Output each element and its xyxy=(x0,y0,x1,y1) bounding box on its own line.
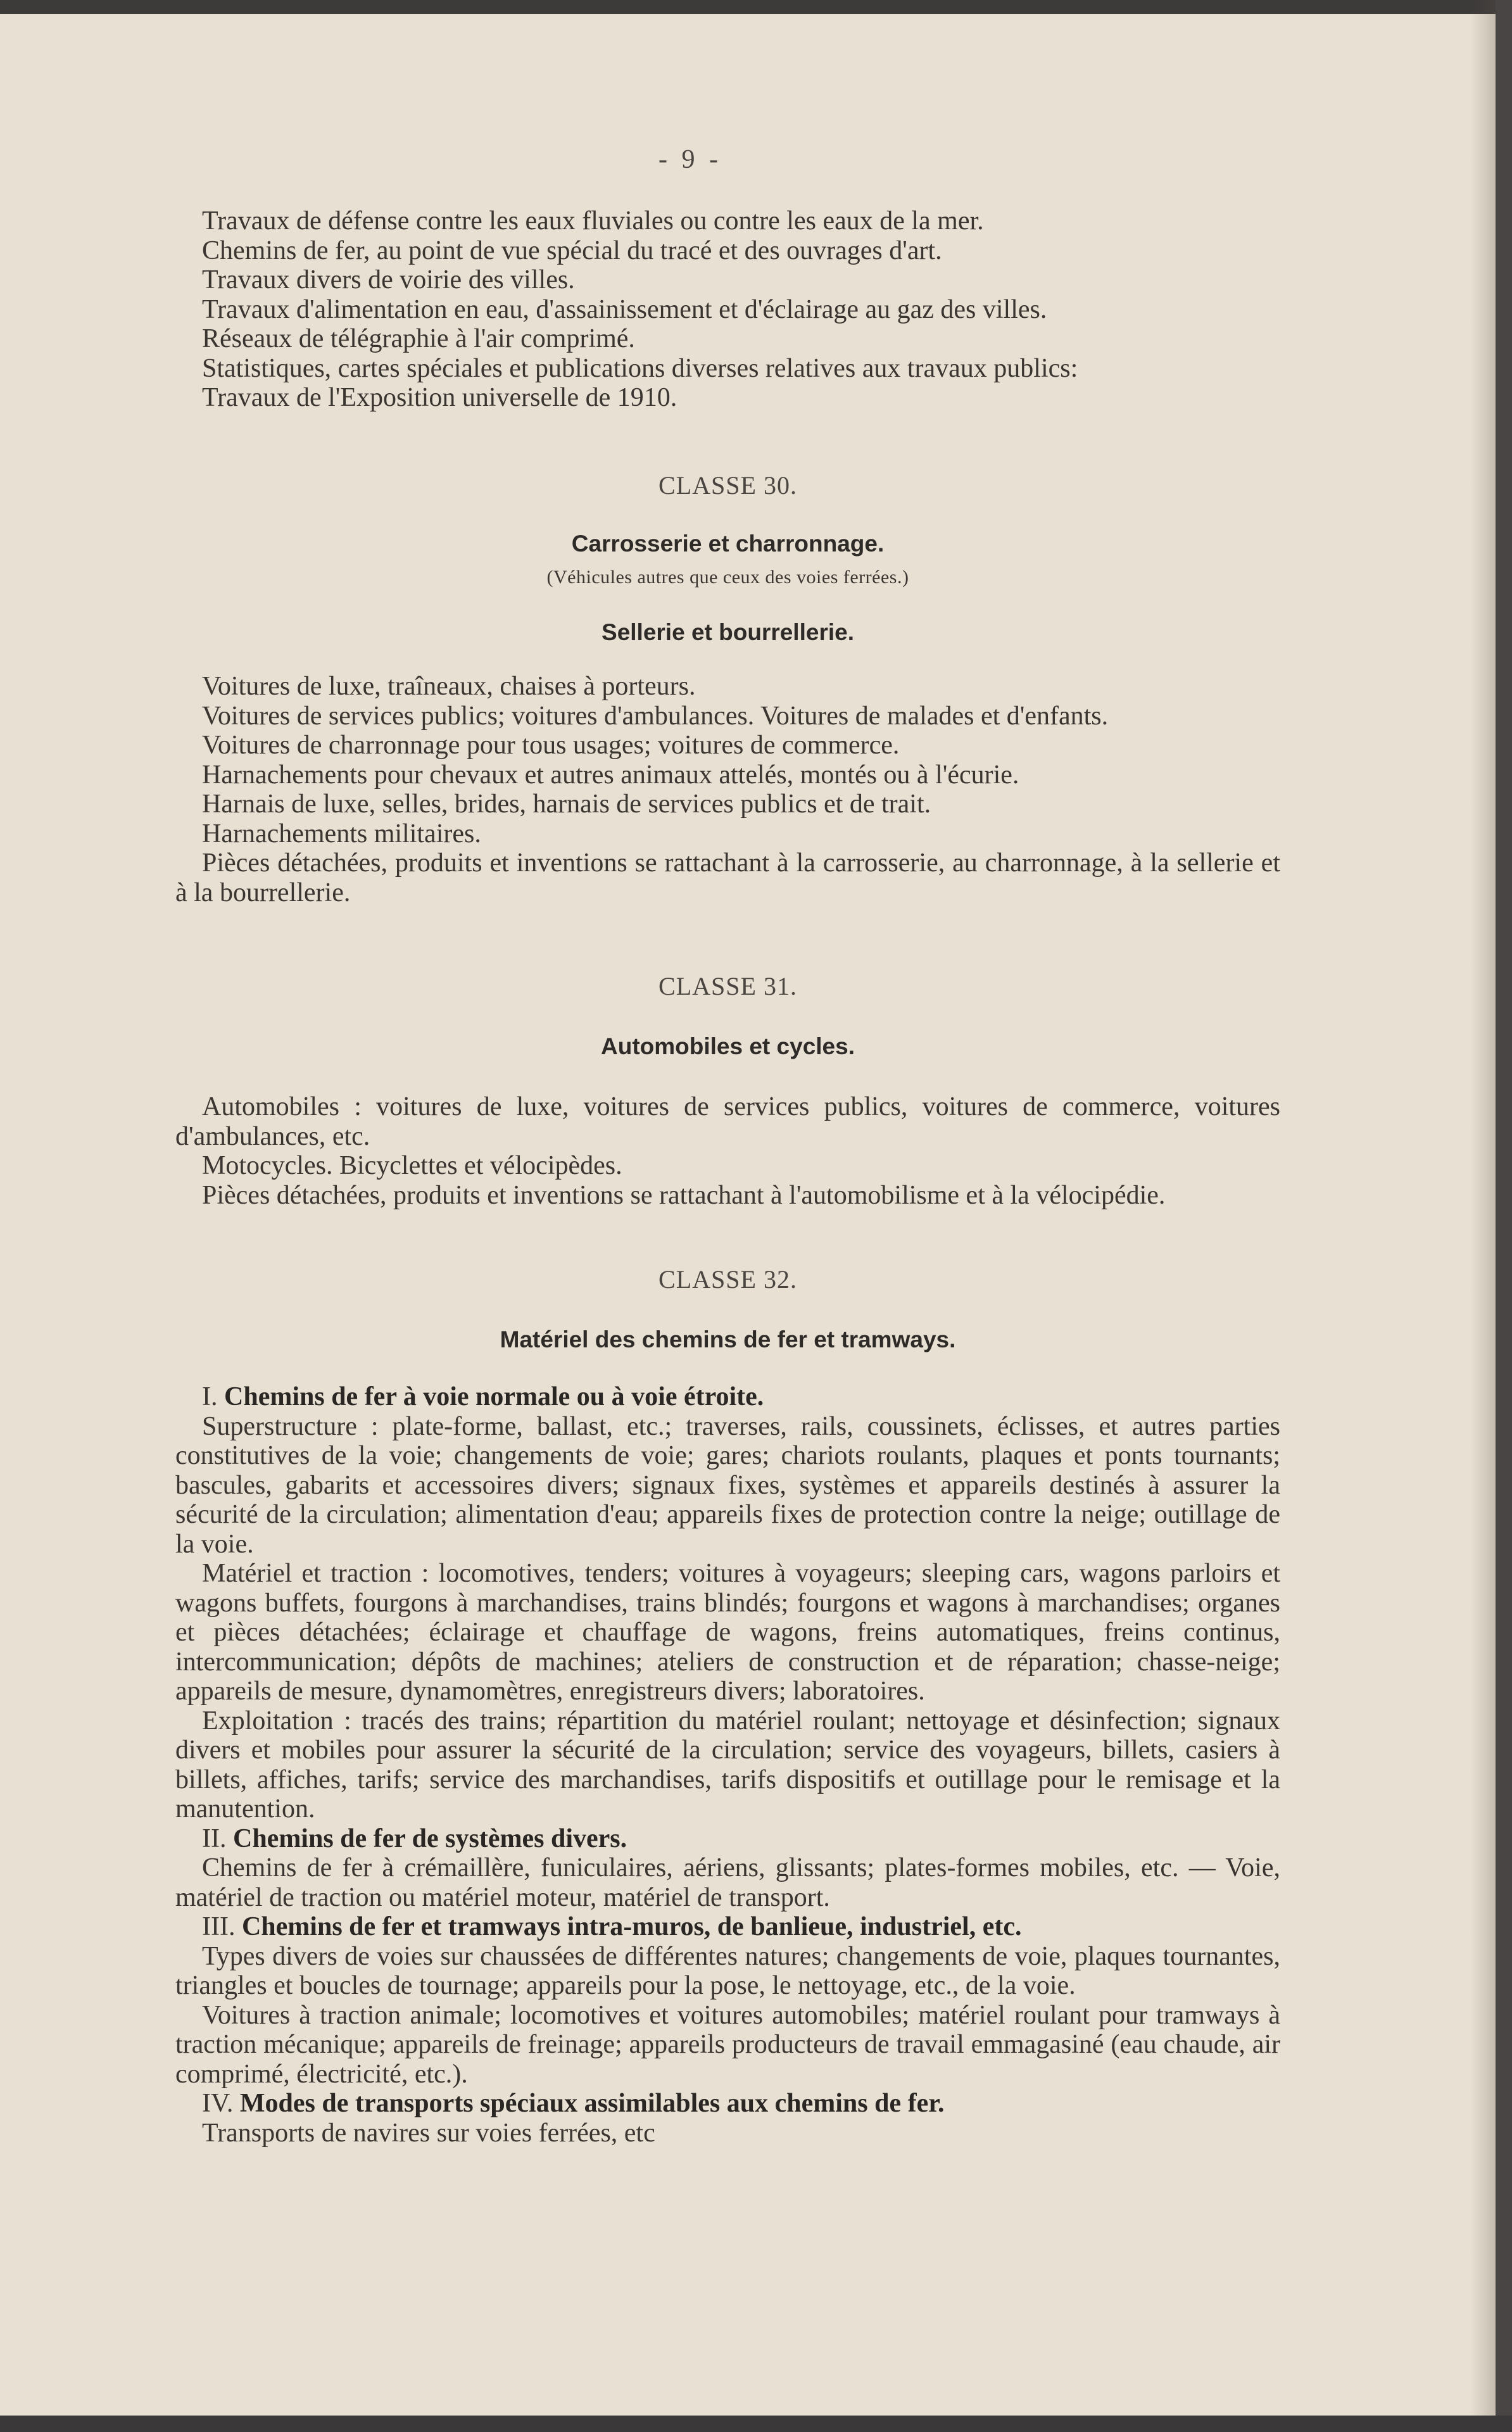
classe-30-title: Carrosserie et charronnage. xyxy=(571,531,885,557)
list-item: Chemins de fer à crémaillère, funiculaires, aériens, glissants; plates-formes mobiles, etc. — Voie, matériel de traction ou matériel moteur, matériel de transport. xyxy=(175,1853,1280,1912)
classe-32-list xyxy=(175,1382,1280,2148)
list-item: Voitures à traction animale; locomotives et voitures automobiles; matériel roulant pour tramways à traction mécanique; appareils de freinage; appareils producteurs de travail emmagasiné (eau chaude, air comprimé, électricité, etc.). xyxy=(175,2000,1280,2089)
list-item: Voitures de charronnage pour tous usages; voitures de commerce. xyxy=(202,731,900,760)
section-number: I. xyxy=(202,1382,218,1411)
intro-item: Travaux divers de voirie des villes. xyxy=(202,265,575,294)
list-item: Superstructure : plate-forme, ballast, etc.; traverses, rails, coussinets, éclisses, et autres parties constitutives de la voie; changements de voie; gares; chariots roulants, plaques et ponts tournants; bascules, gabarits et accessoires divers; signaux fixes, systèmes et appareils destinés à assurer la sécurité de la circulation; alimentation d'eau; appareils fixes de protection contre la neige; outillage de la voie. xyxy=(175,1411,1280,1559)
list-item: Harnais de luxe, selles, brides, harnais de services publics et de trait. xyxy=(202,790,931,819)
intro-item: Travaux d'alimentation en eau, d'assainissement et d'éclairage au gaz des villes. xyxy=(202,294,1047,324)
scan-top-edge xyxy=(0,0,1512,14)
list-item: Pièces détachées, produits et inventions se rattachant à la carrosserie, au charronnage, à la sellerie et à la bourrellerie. xyxy=(175,848,1280,907)
list-item: Harnachements militaires. xyxy=(202,819,481,848)
list-item: Voitures de services publics; voitures d'ambulances. Voitures de malades et d'enfants. xyxy=(202,701,1109,731)
section-number: II. xyxy=(202,1824,227,1853)
list-item: Harnachements pour chevaux et autres animaux attelés, montés ou à l'écurie. xyxy=(202,760,1019,790)
classe-30-title-2: Sellerie et bourrellerie. xyxy=(602,619,854,645)
classe-32-title: Matériel des chemins de fer et tramways. xyxy=(500,1326,956,1352)
page-number: - 9 - xyxy=(658,145,722,174)
list-item: Matériel et traction : locomotives, tenders; voitures à voyageurs; sleeping cars, wagons parloirs et wagons buffets, fourgons à marchandises, trains blindés; fourgons et wagons à marchandises; organes et pièces détachées; éclairage et chauffage de wagons, freins automatiques, freins continus, intercommunication; dépôts de machines; ateliers de construction et de réparation; chasse-neige; appareils de mesure, dynamomètres, enregistreurs divers; laboratoires. xyxy=(175,1559,1280,1706)
page-gutter-shadow xyxy=(1470,0,1496,2432)
section-heading xyxy=(175,2089,1280,2119)
classe-32-label: CLASSE 32. xyxy=(658,1265,797,1294)
section-number: III. xyxy=(202,1912,236,1941)
intro-item: Chemins de fer, au point de vue spécial du tracé et des ouvrages d'art. xyxy=(202,236,942,265)
list-item: Automobiles : voitures de luxe, voitures de services publics, voitures de commerce, voitures d'ambulances, etc. xyxy=(175,1092,1280,1151)
classe-30-list xyxy=(175,672,1280,907)
scan-bottom-edge xyxy=(0,2416,1512,2432)
classe-31-label: CLASSE 31. xyxy=(658,972,797,1000)
section-title: Modes de transports spéciaux assimilables aux chemins de fer. xyxy=(239,2089,945,2118)
list-item: Pièces détachées, produits et inventions se rattachant à l'automobilisme et à la vélocipédie. xyxy=(202,1180,1166,1210)
intro-item: Travaux de défense contre les eaux fluviales ou contre les eaux de la mer. xyxy=(202,206,984,236)
list-item: Voitures de luxe, traîneaux, chaises à porteurs. xyxy=(202,672,696,701)
list-item: Motocycles. Bicyclettes et vélocipèdes. xyxy=(202,1151,622,1180)
section-heading xyxy=(175,1912,1280,1942)
intro-item: Statistiques, cartes spéciales et publications diverses relatives aux travaux publics: xyxy=(202,353,1078,383)
intro-list xyxy=(175,206,1280,413)
section-title: Chemins de fer et tramways intra-muros, de banlieue, industriel, etc. xyxy=(241,1912,1022,1941)
intro-item: Travaux de l'Exposition universelle de 1910. xyxy=(202,383,677,412)
scan-right-edge xyxy=(1496,0,1512,2432)
section-heading xyxy=(175,1824,1280,1854)
section-number: IV. xyxy=(202,2089,234,2118)
section-heading xyxy=(175,1382,1280,1412)
list-item: Types divers de voies sur chaussées de différentes natures; changements de voie, plaques tournantes, triangles et boucles de tournage; appareils pour la pose, le nettoyage, etc., de la voie. xyxy=(175,1941,1280,2000)
classe-31-title: Automobiles et cycles. xyxy=(601,1033,855,1059)
list-item: Exploitation : tracés des trains; répartition du matériel roulant; nettoyage et désinfection; signaux divers et mobiles pour assurer la sécurité de la circulation; service des voyageurs, billets, casiers à billets, affiches, tarifs; service des marchandises, tarifs dispositifs et outillage pour le remisage et la manutention. xyxy=(175,1706,1280,1824)
list-item: Transports de navires sur voies ferrées, etc xyxy=(202,2118,655,2148)
section-title: Chemins de fer à voie normale ou à voie étroite. xyxy=(224,1382,764,1411)
section-title: Chemins de fer de systèmes divers. xyxy=(232,1824,627,1853)
classe-30-subtitle: (Véhicules autres que ceux des voies ferrées.) xyxy=(546,567,909,588)
classe-31-list xyxy=(175,1092,1280,1210)
classe-30-label: CLASSE 30. xyxy=(658,471,797,500)
intro-item: Réseaux de télégraphie à l'air comprimé. xyxy=(202,324,635,353)
